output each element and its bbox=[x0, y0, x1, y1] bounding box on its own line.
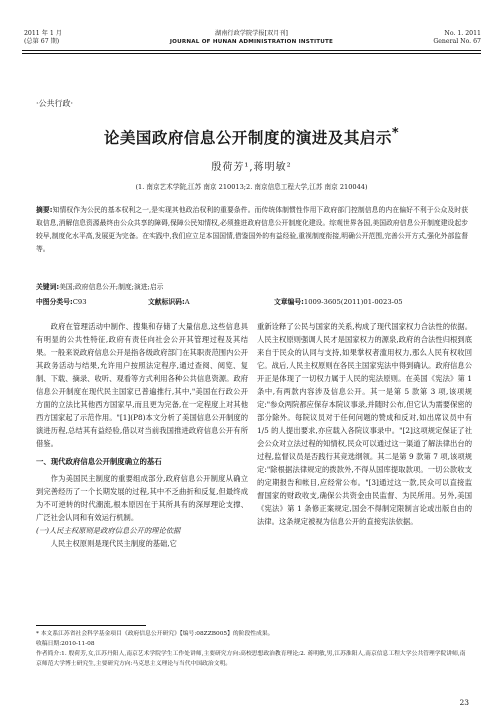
body-column-right bbox=[257, 320, 472, 528]
abstract bbox=[36, 204, 468, 256]
title-footnote-mark: * bbox=[391, 126, 400, 141]
journal-name-cn: 湖南行政学院学报[双月刊] bbox=[215, 30, 288, 37]
journal-header bbox=[0, 26, 503, 66]
keywords-label: 关键词: bbox=[36, 283, 60, 291]
page-number: 23 bbox=[459, 698, 469, 707]
article-number: 文章编号:1009-3605(2011)01-0023-05 bbox=[274, 298, 403, 306]
header-number: No. 1. 2011 bbox=[444, 30, 481, 37]
footnote-rule bbox=[36, 625, 146, 626]
keywords bbox=[36, 281, 468, 291]
subsection-heading: (一)人民主权原则是政府信息公开的理论依据 bbox=[36, 526, 181, 535]
abstract-text: 知情权作为公民的基本权利之一,是实现其他政治权利的重要条件。而传统体制惯性作用下政府部门控制信息的内在偏好不利于公众及时获取信息,消解信息资源最终由公众共享的障碍,保障公民知情权,必须推进政府信息公开制度化建设。综观世界各国,美国政府信息公开制度建设起步较早,制度化水平高,发展更为完备。在实践中,我们应立足本国国情,借鉴国外的有益经验,重视制度衔接,明确公开范围,完善公开方式,强化外部监督等。 bbox=[36, 206, 468, 253]
journal-name-en: JOURNAL OF HUNAN ADMINISTRATION INSTITUTE bbox=[169, 39, 334, 45]
footnotes bbox=[36, 629, 468, 669]
body-paragraph: 政府在管理活动中制作、搜集和存储了大量信息,这些信息具有明显的公共性特征,政府有责任向社会公开其管理过程及其结果。一般来说政府信息公开是指各级政府部门在其职责范围内公开其政务活动与结果,允许用户按照法定程序,通过查阅、阅览、复制、下载、摘录、收听、观看等方式利用各种公共信息资源。政府信息公开制度在现代民主国家已普遍推行,其中,"美国在行政公开方面的立法比其他西方国家早,而且更为完备,在一定程度上对其他西方国家起了示范作用。"[1](P8)本文分析了美国信息公开制度的演进历程,总结其有益经验,借以对当前我国推进政府信息公开有所借鉴。 bbox=[36, 322, 248, 448]
title-text: 论美国政府信息公开制度的演进及其启示 bbox=[103, 129, 392, 148]
section-tag: ·公共行政· bbox=[36, 99, 74, 108]
header-issue: (总第 67 期) bbox=[24, 38, 60, 45]
body-paragraph: 重新诠释了公民与国家的关系,构成了现代国家权力合法性的依据。人民主权原则强调人民才是国家权力的源泉,政府的合法性归根到底来自于民众的认同与支持,如果掌权者滥用权力,那么人民有权收回它。战后,人民主权原则在各民主国家宪法中得到确认。政府信息公开正是体现了一切权力属于人民的宪法原则。在美国《宪法》第 1 条中,有两款内容涉及信息公开。其一是第 5 款第 3 项,该项规定:"参众两院都应保存本院议事录,并随时公布,但它认为需要保密的部分除外。每院议员对于任何问题的赞成和反对,如出席议员中有 1/5 的人提出要求,亦应载入各院议事录中。"[2]这项规定保证了社会公众对立法过程的知情权,民众可以通过这一渠道了解法律出台的过程,监督议员是否践行其竞选纲领。其二是第 9 款第 7 项,该项规定:"除根据法律规定的拨款外,不得从国库提取款项。一切公款收支的定期报告和帐目,应经常公布。"[3]通过这一款,民众可以直接监督国家的财政收支,确保公共资金由民监督、为民所用。另外,美国《宪法》第 1 条修正案规定,国会不得制定限制言论或出版自由的法律。这条规定被视为信息公开的直接宪法依据。 bbox=[257, 322, 472, 526]
header-left bbox=[24, 30, 62, 46]
body-paragraph: 人民主权原则是现代民主制度的基础,它 bbox=[50, 539, 177, 548]
header-right bbox=[433, 30, 481, 46]
author-bio: 作者简介:1. 殷荷芳,女,江苏丹阳人,南京艺术学院学生工作处讲师,主要研究方向:高校思想政治教育理论;2. 蒋明敏,男,江苏淮阳人,南京信息工程大学公共管理学院讲师,南京师范大学博士研究生,主要研究方向:马克思主义理论与当代中国政治文明。 bbox=[36, 651, 466, 667]
document-code: 文献标识码:A bbox=[148, 298, 190, 306]
body-column-left bbox=[36, 320, 248, 550]
header-date: 2011 年 1 月 bbox=[24, 30, 62, 37]
header-rule-thin bbox=[22, 53, 481, 54]
article-authors: 殷荷芳¹,蒋明敏² bbox=[211, 162, 292, 173]
clc-number: 中图分类号:C93 bbox=[36, 298, 87, 306]
abstract-label: 摘要: bbox=[36, 206, 53, 214]
fund-note: * 本文系江苏省社会科学基金项目《政府信息公开研究》【编号:08ZZB005】的阶段性成果。 bbox=[36, 631, 274, 637]
received-date: 收稿日期:2010-11-08 bbox=[36, 641, 95, 647]
header-general-number: General No. 67 bbox=[433, 38, 481, 45]
body-paragraph: 作为美国民主制度的重要组成部分,政府信息公开制度从确立到完善经历了一个长期发展的过程,其中不乏曲折和反复,但最终成为不可逆转的时代潮流,根本原因在于其所具有的深厚理论支撑、广泛社会认同和有效运行机制。 bbox=[36, 474, 248, 522]
header-center bbox=[120, 30, 383, 46]
header-rule-thick bbox=[22, 50, 481, 51]
section-heading: 一、现代政府信息公开制度确立的基石 bbox=[36, 457, 162, 466]
keywords-text: 美国;政府信息公开;制度;演进;启示 bbox=[59, 283, 164, 291]
article-title bbox=[0, 126, 503, 148]
author-affiliation: (1. 南京艺术学院,江苏 南京 210013;2. 南京信息工程大学,江苏 南京 210044) bbox=[135, 183, 368, 191]
